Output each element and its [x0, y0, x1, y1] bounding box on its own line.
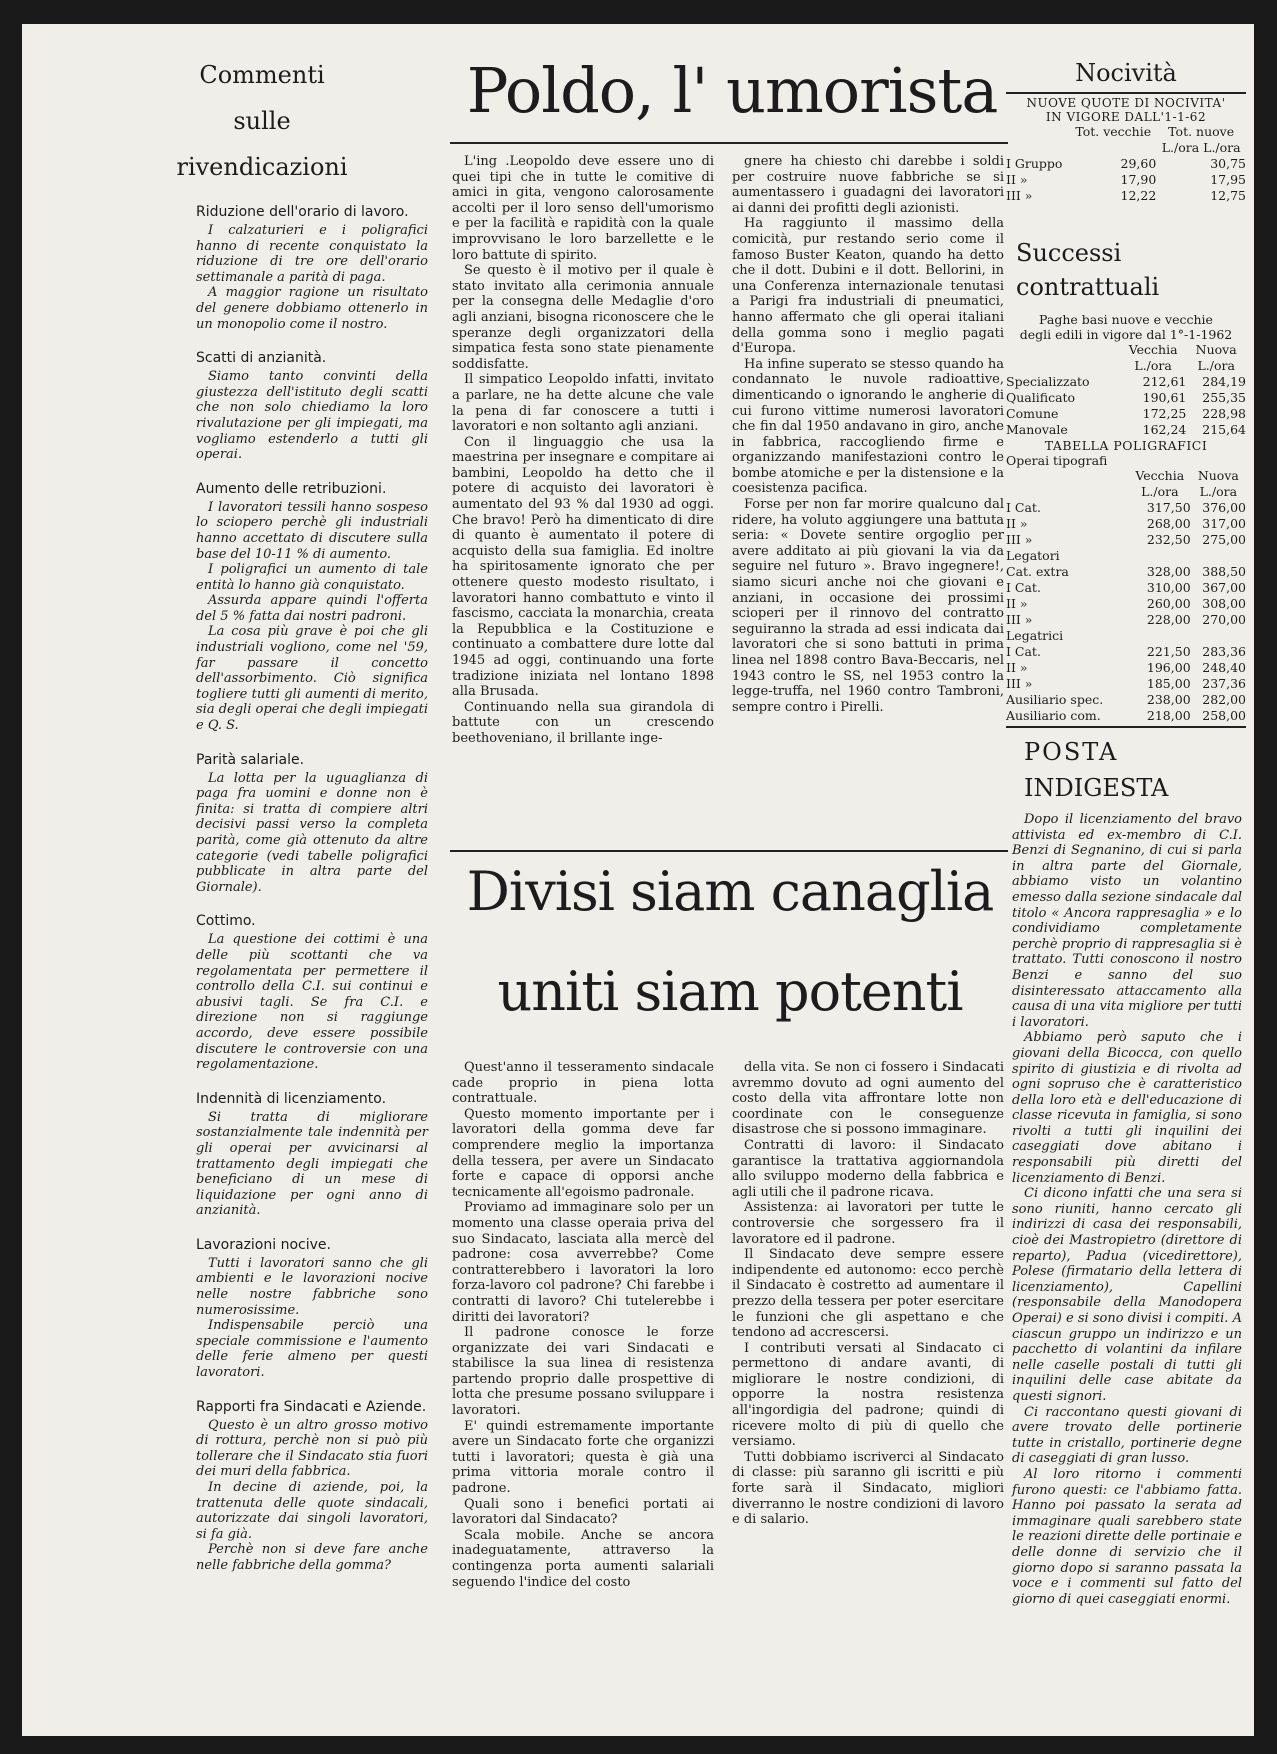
table-cell: 310,00	[1146, 580, 1191, 595]
posta-top-rule	[1006, 726, 1246, 728]
section-paragraph: Tutti i lavoratori sanno che gli ambienti e le lavorazioni nocive nelle nostre fabbriche sono numerosissime.	[196, 1255, 428, 1318]
table-cell: 190,61	[1142, 390, 1187, 405]
table-cell: 260,00	[1146, 596, 1191, 611]
table-cell: 185,00	[1146, 676, 1191, 691]
nocivita-box	[1006, 58, 1246, 204]
divisi-column-2	[732, 1060, 1004, 1528]
table-cell: I Gruppo	[1006, 156, 1063, 171]
poldo-paragraph: L'ing .Leopoldo deve essere uno di quei tipi che in tutte le comitive di amici in gita, vengono calorosamente accolti per il loro senso dell'umorismo e per la facilità e rapidità con la quale improvvisano le loro barzellette e le loro battute di spirito.	[452, 154, 714, 263]
table-unit: L./ora	[1134, 358, 1172, 373]
section-paragraph: In decine di aziende, poi, la trattenuta delle quote sindacali, autorizzate dai singoli lavoratori, si fa già.	[196, 1480, 428, 1542]
divisi-paragraph: Tutti dobbiamo iscriverci al Sindacato di classe: più saranno gli iscritti e più forte sarà il Sindacato, migliori diverranno le nostre condizioni di lavoro e di salario.	[732, 1449, 1004, 1528]
commenti-article	[196, 204, 428, 1574]
poligrafici-title: TABELLA POLIGRAFICI	[1044, 438, 1208, 453]
table-cell: 238,00	[1146, 692, 1191, 707]
divisi-paragraph: Questo momento importante per i lavoratori della gomma deve far comprendere meglio la importanza della tessera, per avere un Sindacato forte e capace di opporsi anche tecnicamente all'egoismo padronale.	[452, 1106, 714, 1200]
table-cell: III »	[1006, 612, 1033, 627]
posta-paragraph: Ci raccontano questi giovani di avere trovato delle portinerie tutte in cristallo, portinerie degne di caseggiati di gran lusso.	[1012, 1404, 1242, 1467]
successi-subtitle-1: Paghe basi nuove e vecchie	[1039, 312, 1213, 327]
divisi-paragraph: E' quindi estremamente importante avere un Sindacato forte che organizzi tutti i lavoratori; questa è già una prima vittoria morale contro il padrone.	[452, 1418, 714, 1497]
table-cell: 212,61	[1142, 374, 1187, 389]
table-cell: Specializzato	[1006, 374, 1090, 389]
table-cell: Manovale	[1006, 422, 1068, 437]
table-row	[1006, 564, 1246, 580]
table-cell: 17,90	[1120, 172, 1157, 187]
table-cell	[1191, 548, 1246, 564]
table-row	[1006, 548, 1246, 564]
section-title: Indennità di licenziamento.	[196, 1090, 387, 1107]
section-paragraph: Assurda appare quindi l'offerta del 5 % fatta dai nostri padroni.	[196, 593, 428, 624]
table-row	[1006, 644, 1246, 660]
poldo-paragraph: Se questo è il motivo per il quale è stato invitato alla cerimonia annuale per la consegna delle Medaglie d'oro agli anziani, bisogna riconoscere che le speranze degli organizzatori della simpatica festa sono state pienamente soddisfatte.	[452, 263, 714, 372]
posta-body	[1012, 812, 1242, 1607]
table-cell: 196,00	[1146, 660, 1191, 675]
section-title: Lavorazioni nocive.	[196, 1236, 331, 1253]
nocivita-line-1: NUOVE QUOTE DI NOCIVITA'	[1026, 96, 1226, 110]
section-paragraph: I lavoratori tessili hanno sospeso lo sciopero perchè gli industriali hanno accettato di discutere sulla base del 10-11 % di aumento.	[196, 499, 428, 562]
poldo-paragraph: Ha infine superato se stesso quando ha condannato le nuvole radioattive, dimenticando o ignorando le angherie di cui furono vittime numerosi lavoratori che fin dal 1950 andavano in giro, anche in fabbrica, raccogliendo firme e organizzando manifestazioni contro le bombe atomiche e per la distensione e la coesistenza pacifica.	[732, 356, 1004, 497]
successi-subtitle-2: degli edili in vigore dal 1°-1-1962	[1019, 327, 1233, 342]
table-header: Vecchia	[1135, 468, 1185, 483]
poldo-paragraph: gnere ha chiesto chi darebbe i soldi per costruire nuove fabbriche se si aumentassero i guadagni dei lavoratori ai danni dei profitti degli azionisti.	[732, 154, 1004, 216]
section-aumento	[196, 481, 428, 734]
table-unit: L./ora	[1199, 484, 1238, 499]
section-paragraph: Si tratta di migliorare sostanzialmente tale indennità per gli operai per avvicinarsi al trattamento degli impiegati che beneficiano di un mese di liquidazione per ogni anno di anzianità.	[196, 1109, 428, 1219]
posta-paragraph: Al loro ritorno i commenti furono questi: ce l'abbiamo fatta. Hanno poi passato la serata ad immaginare quali sarebbero state le reazioni dirette delle portinaie e delle donne di servizio che il giorno dopo si saranno passata la voce e i commenti sul fatto del giorno di quei caseggiati enormi.	[1012, 1466, 1242, 1607]
section-paragraph: Perchè non si deve fare anche nelle fabbriche della gomma?	[196, 1542, 428, 1573]
table-cell: 228,00	[1146, 612, 1191, 627]
section-paragraph: Questo è un altro grosso motivo di rottura, perchè non si può più tollerare che il Sindacato stia fuori dei muri della fabbrica.	[196, 1417, 428, 1480]
table-cell: 228,98	[1202, 406, 1246, 421]
poldo-paragraph: Ha raggiunto il massimo della comicità, pur restando serio come il famoso Buster Keaton, quando ha detto che il dott. Dubini e il dott. Bellorini, in una Conferenza internazionale tenutasi a Parigi fra industriali di pneumatici, hanno affermato che gli operai italiani della gomma sono i meglio pagati d'Europa.	[732, 216, 1004, 357]
table-row	[1006, 156, 1246, 172]
divisi-paragraph: Proviamo ad immaginare solo per un momento una classe operaia priva del suo Sindacato, lasciata alla mercè del padrone: cosa avverrebbe? Come contratterebbero i lavoratori la loro forza-lavoro col padrone? Chi farebbe i contratti di lavoro? Chi tutelerebbe i diritti dei lavoratori?	[452, 1200, 714, 1325]
divisi-paragraph: della vita. Se non ci fossero i Sindacati avremmo dovuto ad ogni aumento del costo della vita affrontare lotte non coordinate con le conseguenze disastrose che si possono immaginare.	[732, 1060, 1004, 1138]
table-cell: III »	[1006, 676, 1033, 691]
divisi-title-line-1: Divisi siam canaglia	[466, 860, 994, 923]
table-unit: L./ora	[1141, 484, 1179, 499]
posta-box	[1012, 734, 1242, 1607]
table-cell: 283,36	[1202, 644, 1246, 659]
poldo-column-1	[452, 154, 714, 747]
table-row	[1006, 390, 1246, 406]
table-row	[1006, 580, 1246, 596]
table-cell: 284,19	[1202, 374, 1246, 389]
table-row	[1006, 692, 1246, 708]
table-cell: I Cat.	[1006, 500, 1041, 515]
table-cell: 232,50	[1146, 532, 1191, 547]
posta-paragraph: Dopo il licenziamento del bravo attivista ed ex-membro di C.I. Benzi di Segnanino, di cui si parla in altra parte del Giornale, abbiamo visto un volantino emesso dalla sezione sindacale dal titolo « Ancora rappresaglia » e lo condividiamo completamente perchè proprio di rappresaglia si è trattato. Tutti conoscono il nostro Benzi e sanno del suo disinteressato attaccamento alla causa di una vita migliore per tutti i lavoratori.	[1012, 812, 1242, 1030]
table-cell: 367,00	[1202, 580, 1246, 595]
table-cell: 218,00	[1146, 708, 1191, 723]
table-row	[1006, 676, 1246, 692]
poldo-paragraph: Continuando nella sua girandola di battute con un crescendo beethoveniano, il brillante inge-	[452, 699, 714, 746]
poldo-title-rule	[450, 142, 1008, 144]
successi-heading-1: Successi	[1016, 239, 1122, 267]
divisi-title-line-2: uniti siam potenti	[497, 960, 963, 1023]
section-paragraph: Indispensabile perciò una speciale commissione e l'aumento delle ferie almeno per questi lavoratori.	[196, 1318, 428, 1381]
section-scatti	[196, 350, 428, 463]
nocivita-line-2: IN VIGORE DALL'1-1-62	[1045, 110, 1207, 124]
table-cell: 317,50	[1146, 500, 1191, 515]
section-nocive	[196, 1237, 428, 1381]
table-cell: Ausiliario com.	[1006, 708, 1101, 723]
section-riduzione	[196, 204, 428, 332]
table-cell: 308,00	[1202, 596, 1246, 611]
poldo-title: Poldo, l' umorista	[466, 54, 998, 127]
divisi-paragraph: Il padrone conosce le forze organizzate dei vari Sindacati e stabilisce la sua linea di resistenza partendo proprio dalle prospettive di lotta che presume possano sviluppare i lavoratori.	[452, 1325, 714, 1419]
table-cell: Legatori	[1006, 548, 1060, 563]
divisi-paragraph: Quest'anno il tesseramento sindacale cade proprio in piena lotta contrattuale.	[452, 1060, 714, 1107]
table-cell: 12,75	[1210, 188, 1246, 203]
posta-heading-1: POSTA	[1024, 738, 1119, 766]
table-row	[1006, 516, 1246, 532]
table-cell: III »	[1006, 188, 1033, 203]
table-unit: L./ora	[1197, 358, 1235, 373]
table-cell: 172,25	[1142, 406, 1187, 421]
section-paragraph: La questione dei cottimi è una delle più scottanti che va regolamentata per permettere il controllo della C.I. sui continui e abusivi tagli. Se fra C.I. e direzione non si raggiunge accordo, deve essere possibile discutere le controversie con una regolamentazione.	[196, 932, 428, 1073]
table-cell: 30,75	[1210, 156, 1246, 171]
table-cell: II »	[1006, 516, 1028, 531]
successi-box	[1006, 236, 1246, 724]
table-cell: Legatrici	[1006, 628, 1064, 643]
posta-heading-2: INDIGESTA	[1024, 774, 1169, 802]
table-cell: III »	[1006, 532, 1033, 547]
section-paragraph: Siamo tanto convinti della giustezza dell'istituto degli scatti che non solo chiediamo la loro rivalutazione per gli impiegati, ma vogliamo estenderlo a tutti gli operai.	[196, 369, 428, 463]
table-header: Vecchia	[1128, 342, 1178, 357]
table-cell	[1129, 548, 1191, 564]
section-cottimo	[196, 913, 428, 1072]
table-cell: I Cat.	[1006, 644, 1041, 659]
commenti-heading-line-2: sulle	[233, 107, 291, 135]
poldo-paragraph: Con il linguaggio che usa la maestrina per insegnare e compitare ai bambini, Leopoldo ha detto che il potere di acquisto dei lavoratori è aumentato del 93 % dal 1930 ad oggi. Che bravo! Però ha dimenticato di dire di quanto è aumentato il potere di acquisto della sua famiglia. Ed inoltre ha spiritosamente ignorato che per ottenere questo modesto risultato, i lavoratori hanno combattuto e vinto il fascismo, cacciata la monarchia, creata la Repubblica e la Costituzione e continuato a combattere dure lotte dal 1945 ad oggi, continuando una forte tradizione iniziata nel lontano 1898 alla Brusada.	[452, 434, 714, 700]
section-paragraph: La lotta per la uguaglianza di paga fra uomini e donne non è finita: si tratta di compiere altri decisivi passi verso la completa parità, come già ottenuto da altre categorie (vedi tabelle poligrafici pubblicate in altra parte del Giornale).	[196, 770, 428, 895]
divisi-paragraph: Assistenza: ai lavoratori per tutte le controversie che sorgessero fra il lavoratore ed il padrone.	[732, 1200, 1004, 1247]
divisi-paragraph: Scala mobile. Anche se ancora inadeguatamente, attraverso la contingenza porta aumenti salariali seguendo l'indice del costo	[452, 1527, 714, 1590]
table-cell: Comune	[1006, 406, 1059, 421]
table-row	[1006, 532, 1246, 548]
table-cell: 258,00	[1202, 708, 1246, 723]
section-parita	[196, 752, 428, 896]
table-cell: 248,40	[1202, 660, 1246, 675]
table-cell: 29,60	[1120, 156, 1157, 171]
divisi-top-rule	[450, 850, 1008, 852]
table-header: Tot. vecchie	[1075, 124, 1152, 139]
table-row	[1006, 172, 1246, 188]
posta-paragraph: Abbiamo però saputo che i giovani della Bicocca, con quello spirito di giustizia e di rivolta ad ogni sopruso che è caratteristico della loro età e dell'educazione di classe ricevuta in famiglia, si sono rivolti a tutti gli inquilini dei caseggiati dove abitano i responsabili più diretti del licenziamento di Benzi.	[1012, 1030, 1242, 1186]
poldo-paragraph: Il simpatico Leopoldo infatti, invitato a parlare, ne ha dette alcune che vale la pena di far conoscere a tutti i lavoratori e non soltanto agli anziani.	[452, 372, 714, 435]
table-header: Nuova	[1195, 342, 1237, 357]
table-cell: 221,50	[1146, 644, 1191, 659]
table-unit: L./ora	[1203, 140, 1241, 155]
section-paragraph: I calzaturieri e i poligrafici hanno di recente conquistato la riduzione di tre ore dell'orario settimanale a parità di paga.	[196, 223, 428, 285]
section-title: Cottimo.	[196, 913, 256, 930]
divisi-paragraph: Contratti di lavoro: il Sindacato garantisce la trattativa aggiornandola allo sviluppo moderno della fabbrica e agli utili che il padrone ricava.	[732, 1137, 1004, 1200]
successi-heading-2: contrattuali	[1016, 273, 1160, 301]
newspaper-page	[22, 24, 1254, 1736]
table-unit: L./ora	[1161, 140, 1200, 155]
section-title: Riduzione dell'orario di lavoro.	[196, 204, 409, 220]
table-row	[1006, 500, 1246, 516]
table-row	[1006, 612, 1246, 628]
table-cell: 215,64	[1202, 422, 1246, 437]
table-cell: I Cat.	[1006, 580, 1041, 595]
table-cell: 237,36	[1202, 676, 1246, 691]
table-row	[1006, 374, 1246, 390]
section-rapporti	[196, 1399, 428, 1574]
table-cell: 255,35	[1202, 390, 1246, 405]
divisi-paragraph: I contributi versati al Sindacato ci permettono di andare avanti, di migliorare le nostre condizioni, di opporre la nostra resistenza all'ingordigia del padrone; quindi di ricevere molto di più di quello che versiamo.	[732, 1340, 1004, 1450]
table-cell	[1129, 628, 1191, 644]
poligrafici-subtitle: Operai tipografi	[1006, 453, 1108, 468]
section-title: Aumento delle retribuzioni.	[196, 480, 387, 497]
table-row	[1006, 660, 1246, 676]
table-cell: 388,50	[1202, 564, 1246, 579]
table-cell	[1191, 628, 1246, 644]
table-cell: Ausiliario spec.	[1006, 692, 1104, 707]
table-cell: 317,00	[1202, 516, 1246, 531]
table-cell: II »	[1006, 596, 1028, 611]
table-cell: II »	[1006, 172, 1028, 187]
table-row	[1006, 422, 1246, 438]
poligrafici-table	[1006, 468, 1246, 724]
commenti-heading	[172, 52, 352, 190]
divisi-column-1	[452, 1060, 714, 1590]
table-cell: 275,00	[1202, 532, 1246, 547]
table-cell: 12,22	[1120, 188, 1157, 203]
section-title: Rapporti fra Sindacati e Aziende.	[196, 1398, 427, 1415]
table-row	[1006, 188, 1246, 204]
table-cell: Qualificato	[1006, 390, 1076, 405]
table-cell: 270,00	[1202, 612, 1246, 627]
table-header: Nuova	[1197, 468, 1239, 483]
table-cell: 268,00	[1146, 516, 1191, 531]
table-row	[1006, 596, 1246, 612]
table-cell: 17,95	[1210, 172, 1246, 187]
table-cell: Cat. extra	[1006, 564, 1069, 579]
divisi-paragraph: Il Sindacato deve sempre essere indipendente ed autonomo: ecco perchè il Sindacato è costretto ad aumentare il prezzo della tessera per poter esercitare le funzioni che gli aspettano e che tendono ad accrescersi.	[732, 1247, 1004, 1341]
table-row	[1006, 406, 1246, 422]
section-paragraph: La cosa più grave è poi che gli industriali vogliono, come nel '59, far passare il concetto dell'assorbimento. Ciò significa togliere tutti gli aumenti di merito, sia degli operai che degli impiegati e Q. S.	[196, 624, 428, 734]
nocivita-table	[1006, 124, 1246, 204]
table-cell: 162,24	[1142, 422, 1187, 437]
poldo-paragraph: Forse per non far morire qualcuno dal ridere, ha voluto aggiungere una battuta seria: « Dovete sentire orgoglio per avere additato ai più giovani la via da seguire nel futuro ». Bravo ingegnere!, siamo sicuri anche noi che giovani e anziani, in occasione dei prossimi scioperi per il rinnovo del contratto seguiranno la strada ad essi indicata dai lavoratori che si sono battuti in prima linea nel 1898 contro Bava-Beccaris, nel 1943 contro le SS, nel 1953 contro la legge-truffa, nel 1960 contro Tambroni, sempre contro i Pirelli.	[732, 497, 1004, 715]
commenti-heading-line-1: Commenti	[199, 61, 325, 89]
divisi-paragraph: Quali sono i benefici portati ai lavoratori dal Sindacato?	[452, 1496, 714, 1528]
edili-table	[1006, 342, 1246, 438]
table-row	[1006, 628, 1246, 644]
table-header: Tot. nuove	[1168, 124, 1235, 139]
section-title: Parità salariale.	[196, 751, 305, 768]
commenti-heading-line-3: rivendicazioni	[176, 153, 348, 181]
section-title: Scatti di anzianità.	[196, 350, 327, 367]
poldo-column-2	[732, 154, 1004, 715]
nocivita-heading: Nocività	[1075, 59, 1177, 87]
posta-paragraph: Ci dicono infatti che una sera si sono riuniti, hanno cercato gli indirizzi di casa dei responsabili, cioè dei Mastropietro (direttore di reparto), Padua (vicedirettore), Polese (firmatario della lettera di licenziamento), Capellini (responsabile della Manodopera Operai) e si sono divisi i compiti. A ciascun gruppo un indirizzo e un pacchetto di volantini da infilare nelle caselle postali di tutti gli inquilini delle case abitate da questi signori.	[1012, 1186, 1242, 1404]
table-row	[1006, 708, 1246, 724]
section-paragraph: I poligrafici un aumento di tale entità lo hanno già conquistato.	[196, 562, 428, 593]
section-indennita	[196, 1091, 428, 1219]
table-cell: 282,00	[1202, 692, 1246, 707]
table-cell: 376,00	[1202, 500, 1246, 515]
table-cell: II »	[1006, 660, 1028, 675]
table-cell: 328,00	[1146, 564, 1191, 579]
nocivita-rule	[1006, 92, 1246, 94]
section-paragraph: A maggior ragione un risultato del genere dobbiamo ottenerlo in un monopolio come il nostro.	[196, 285, 428, 332]
